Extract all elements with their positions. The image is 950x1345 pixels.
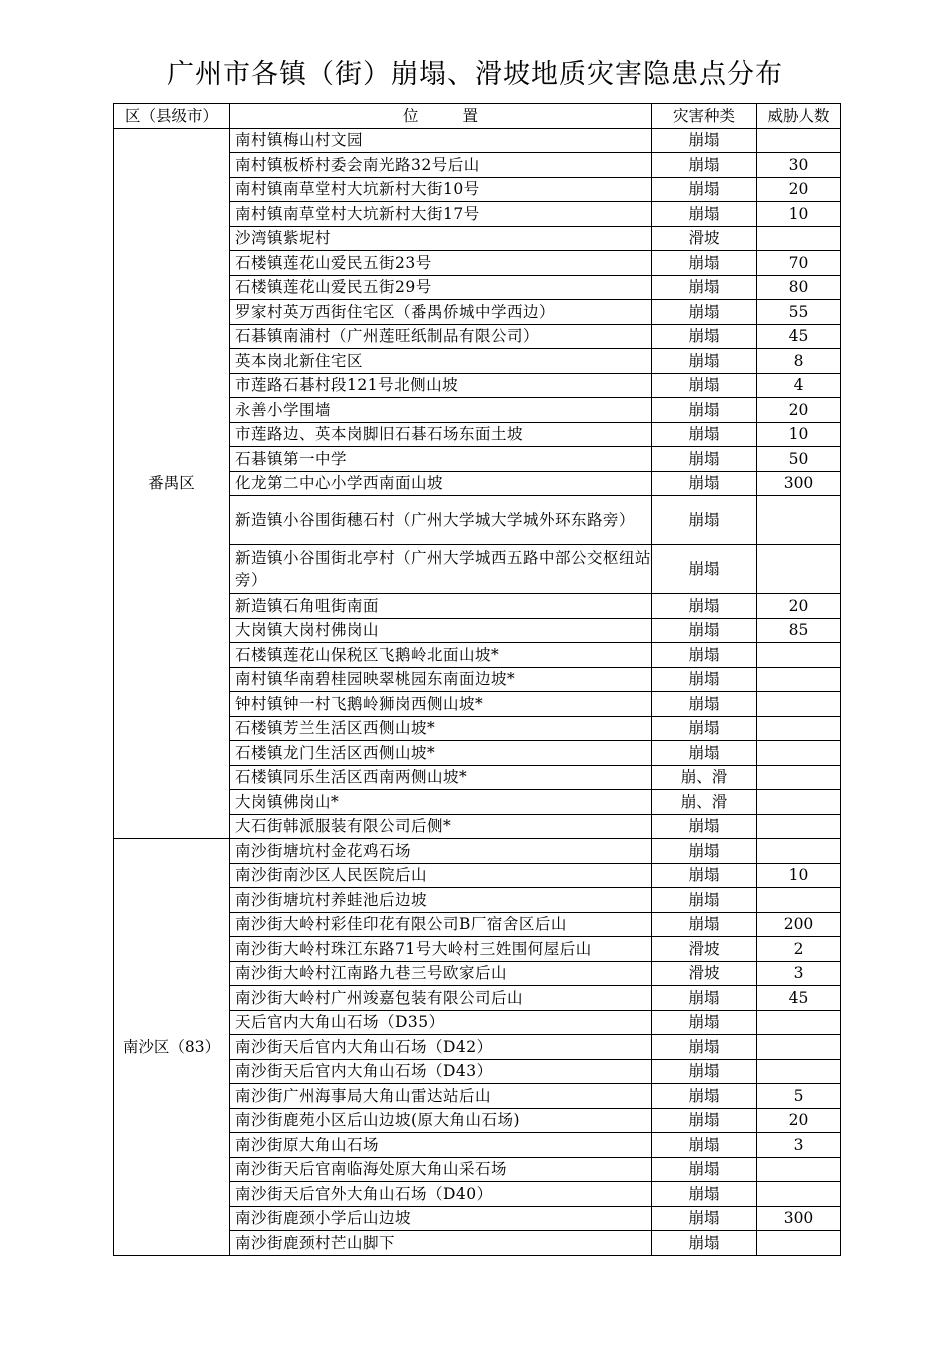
hazard-type-cell: 崩塌 [652,594,757,619]
header-position [230,104,652,129]
location-cell: 新造镇小谷围街穗石村（广州大学城大学城外环东路旁） [230,496,652,545]
hazard-type-cell: 崩塌 [652,300,757,325]
hazard-type-cell: 崩塌 [652,986,757,1011]
location-cell: 南沙街天后官南临海处原大角山采石场 [230,1157,652,1182]
threat-count-cell: 300 [757,471,841,496]
location-cell: 南沙街鹿颈小学后山边坡 [230,1206,652,1231]
threat-count-cell [757,667,841,692]
location-cell: 南沙街鹿颈村芒山脚下 [230,1231,652,1256]
hazard-type-cell: 崩塌 [652,128,757,153]
threat-count-cell: 200 [757,912,841,937]
threat-count-cell [757,888,841,913]
hazard-type-cell: 崩塌 [652,373,757,398]
location-cell: 南沙街塘坑村金花鸡石场 [230,839,652,864]
location-cell: 石楼镇莲花山爱民五街23号 [230,251,652,276]
threat-count-cell: 10 [757,422,841,447]
hazard-type-cell: 崩塌 [652,422,757,447]
location-cell: 大石街韩派服装有限公司后侧* [230,814,652,839]
table-row [114,128,841,153]
hazard-type-cell: 崩塌 [652,545,757,594]
location-cell: 大岗镇大岗村佛岗山 [230,618,652,643]
location-cell: 沙湾镇紫坭村 [230,226,652,251]
location-cell: 钟村镇钟一村飞鹅岭狮岗西侧山坡* [230,692,652,717]
location-cell: 石碁镇南浦村（广州莲旺纸制品有限公司） [230,324,652,349]
location-cell: 南沙街大岭村珠江东路71号大岭村三姓围何屋后山 [230,937,652,962]
threat-count-cell: 20 [757,177,841,202]
hazard-type-cell: 崩塌 [652,1108,757,1133]
hazard-type-cell: 崩塌 [652,1059,757,1084]
table-body [114,128,841,1255]
threat-count-cell: 20 [757,398,841,423]
hazard-type-cell: 崩塌 [652,1206,757,1231]
location-cell: 南沙街天后官内大角山石场（D42） [230,1035,652,1060]
district-cell: 南沙区（83） [114,839,230,1256]
hazard-type-cell: 崩塌 [652,912,757,937]
location-cell: 南沙街大岭村彩佳印花有限公司B厂宿舍区后山 [230,912,652,937]
hazard-type-cell: 滑坡 [652,226,757,251]
location-cell: 市莲路边、英本岗脚旧石碁石场东面土坡 [230,422,652,447]
hazard-type-cell: 崩塌 [652,888,757,913]
header-district: 区（县级市） [114,104,230,129]
hazard-type-cell: 崩塌 [652,1010,757,1035]
location-cell: 化龙第二中心小学西南面山坡 [230,471,652,496]
hazard-type-cell: 崩塌 [652,839,757,864]
threat-count-cell [757,1059,841,1084]
hazard-type-cell: 滑坡 [652,961,757,986]
threat-count-cell [757,839,841,864]
location-cell: 南沙街天后官外大角山石场（D40） [230,1182,652,1207]
threat-count-cell [757,1182,841,1207]
location-cell: 南沙街大岭村江南路九巷三号欧家后山 [230,961,652,986]
threat-count-cell [757,1010,841,1035]
threat-count-cell: 50 [757,447,841,472]
threat-count-cell [757,496,841,545]
threat-count-cell [757,1231,841,1256]
hazard-type-cell: 崩塌 [652,1133,757,1158]
hazard-type-cell: 崩塌 [652,447,757,472]
header-position-a: 位 [402,106,419,125]
header-threat-count: 威胁人数 [757,104,841,129]
hazard-type-cell: 崩塌 [652,349,757,374]
hazard-type-cell: 崩塌 [652,863,757,888]
location-cell: 市莲路石碁村段121号北侧山坡 [230,373,652,398]
hazard-type-cell: 崩塌 [652,398,757,423]
hazard-type-cell: 崩塌 [652,1231,757,1256]
hazard-type-cell: 崩塌 [652,471,757,496]
location-cell: 石碁镇第一中学 [230,447,652,472]
hazard-type-cell: 崩塌 [652,618,757,643]
location-cell: 南沙街天后官内大角山石场（D43） [230,1059,652,1084]
threat-count-cell [757,128,841,153]
threat-count-cell: 80 [757,275,841,300]
header-hazard-type: 灾害种类 [652,104,757,129]
hazard-type-cell: 崩塌 [652,1182,757,1207]
threat-count-cell: 3 [757,1133,841,1158]
threat-count-cell [757,692,841,717]
location-cell: 新造镇石角咀街南面 [230,594,652,619]
hazard-type-cell: 崩塌 [652,716,757,741]
threat-count-cell [757,814,841,839]
location-cell: 南村镇板桥村委会南光路32号后山 [230,153,652,178]
header-position-b: 置 [462,106,479,125]
hazard-type-cell: 崩、滑 [652,765,757,790]
threat-count-cell [757,545,841,594]
location-cell: 南村镇南草堂村大坑新村大街17号 [230,202,652,227]
threat-count-cell: 10 [757,202,841,227]
threat-count-cell: 5 [757,1084,841,1109]
threat-count-cell: 45 [757,986,841,1011]
threat-count-cell: 55 [757,300,841,325]
threat-count-cell [757,741,841,766]
location-cell: 南沙街原大角山石场 [230,1133,652,1158]
hazard-type-cell: 崩、滑 [652,790,757,815]
threat-count-cell: 300 [757,1206,841,1231]
hazard-type-cell: 崩塌 [652,202,757,227]
hazard-type-cell: 崩塌 [652,1084,757,1109]
threat-count-cell: 45 [757,324,841,349]
hazard-type-cell: 崩塌 [652,496,757,545]
location-cell: 石楼镇莲花山爱民五街29号 [230,275,652,300]
threat-count-cell: 70 [757,251,841,276]
threat-count-cell: 85 [757,618,841,643]
threat-count-cell: 20 [757,594,841,619]
hazard-type-cell: 崩塌 [652,275,757,300]
location-cell: 大岗镇佛岗山* [230,790,652,815]
threat-count-cell [757,1157,841,1182]
threat-count-cell: 2 [757,937,841,962]
hazard-type-cell: 崩塌 [652,741,757,766]
location-cell: 英本岗北新住宅区 [230,349,652,374]
threat-count-cell [757,226,841,251]
location-cell: 石楼镇莲花山保税区飞鹅岭北面山坡* [230,643,652,668]
table-header-row [114,104,841,129]
hazard-type-cell: 崩塌 [652,153,757,178]
location-cell: 石楼镇芳兰生活区西侧山坡* [230,716,652,741]
threat-count-cell: 3 [757,961,841,986]
location-cell: 南村镇南草堂村大坑新村大街10号 [230,177,652,202]
threat-count-cell: 20 [757,1108,841,1133]
threat-count-cell [757,716,841,741]
threat-count-cell [757,790,841,815]
location-cell: 新造镇小谷围街北亭村（广州大学城西五路中部公交枢纽站旁） [230,545,652,594]
hazard-table [113,103,841,1256]
location-cell: 南村镇华南碧桂园映翠桃园东南面边坡* [230,667,652,692]
threat-count-cell: 10 [757,863,841,888]
threat-count-cell: 8 [757,349,841,374]
hazard-type-cell: 崩塌 [652,1157,757,1182]
threat-count-cell [757,765,841,790]
hazard-type-cell: 滑坡 [652,937,757,962]
hazard-type-cell: 崩塌 [652,177,757,202]
location-cell: 永善小学围墙 [230,398,652,423]
district-cell: 番禺区 [114,128,230,839]
location-cell: 南村镇梅山村文园 [230,128,652,153]
hazard-type-cell: 崩塌 [652,251,757,276]
hazard-type-cell: 崩塌 [652,1035,757,1060]
threat-count-cell [757,643,841,668]
location-cell: 南沙街大岭村广州竣嘉包装有限公司后山 [230,986,652,1011]
hazard-type-cell: 崩塌 [652,814,757,839]
hazard-type-cell: 崩塌 [652,667,757,692]
location-cell: 南沙街广州海事局大角山雷达站后山 [230,1084,652,1109]
threat-count-cell: 4 [757,373,841,398]
location-cell: 南沙街塘坑村养蛙池后边坡 [230,888,652,913]
threat-count-cell: 30 [757,153,841,178]
page-title: 广州市各镇（街）崩塌、滑坡地质灾害隐患点分布 [167,59,783,90]
hazard-type-cell: 崩塌 [652,692,757,717]
location-cell: 南沙街南沙区人民医院后山 [230,863,652,888]
hazard-type-cell: 崩塌 [652,324,757,349]
location-cell: 石楼镇龙门生活区西侧山坡* [230,741,652,766]
location-cell: 石楼镇同乐生活区西南两侧山坡* [230,765,652,790]
location-cell: 罗家村英万西街住宅区（番禺侨城中学西边） [230,300,652,325]
hazard-type-cell: 崩塌 [652,643,757,668]
location-cell: 南沙街鹿苑小区后山边坡(原大角山石场) [230,1108,652,1133]
table-row [114,839,841,864]
threat-count-cell [757,1035,841,1060]
location-cell: 天后官内大角山石场（D35） [230,1010,652,1035]
